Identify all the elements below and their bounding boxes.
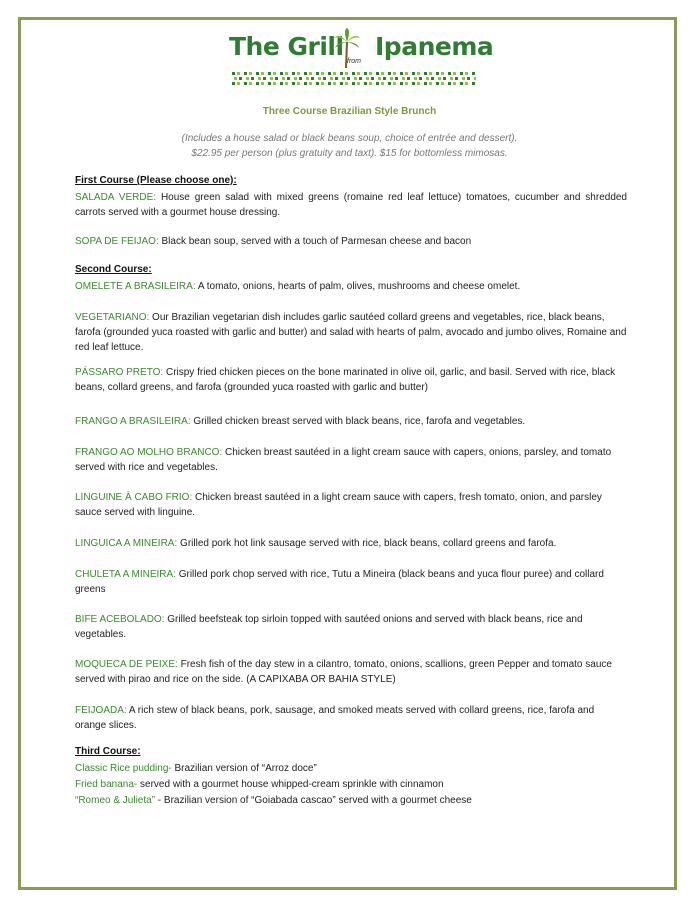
item-name: CHULETA A MINEIRA: (75, 569, 176, 580)
menu-item-linguica-mineira (75, 536, 627, 551)
item-name: FRANGO AO MOLHO BRANCO: (75, 447, 223, 458)
logo-from-text: from (347, 58, 361, 65)
menu-item-frango-molho-branco (75, 445, 627, 475)
item-description: Grilled beefsteak top sirloin topped with sautéed onions and served with black beans, rice and vegetables. (75, 614, 583, 641)
menu-item-bife-acebolado (75, 612, 627, 642)
item-description: Grilled pork chop served with rice, Tutu a Mineira (black beans and yuca flour puree) and collard greens (75, 569, 604, 596)
menu-item-vegetariano (75, 310, 627, 356)
third-course-heading: Third Course: (75, 746, 141, 757)
logo-text-right: Ipanema (375, 32, 494, 61)
menu-item-feijoada (75, 703, 627, 733)
item-description: Our Brazilian vegetarian dish includes garlic sautéed collard greens and vegetables, rice, black beans, farofa (grounded yuca roasted with garlic and butter) and salad with hearts of palm, avocado and jumbo olives, Romaine and red leaf lettuce. (75, 312, 627, 354)
decorative-pattern (231, 71, 476, 88)
intro-line-2: $22.95 per person (plus gratuity and taxt). $15 for bottomless mimosas. (191, 148, 508, 159)
menu-item-moqueca-peixe (75, 657, 627, 687)
item-description: Brazilian version of “Arroz doce” (171, 763, 317, 774)
dessert-fried-banana (75, 779, 444, 790)
logo-text-left: The Grill (229, 32, 344, 61)
restaurant-logo (225, 28, 494, 90)
dessert-romeo-julieta (75, 795, 472, 806)
item-description: - Brazilian version of “Goiabada cascao” served with a gourmet cheese (155, 795, 472, 806)
item-description: House green salad with mixed greens (romaine red leaf lettuce) tomatoes, cucumber and shredded carrots served with a gourmet house dressing. (75, 192, 627, 219)
item-description: A tomato, onions, hearts of palm, olives, mushrooms and cheese omelet. (195, 281, 521, 292)
item-name: LINGUICA A MINEIRA: (75, 538, 178, 549)
dessert-rice-pudding (75, 763, 317, 774)
item-name: SOPA DE FEIJAO: (75, 236, 159, 247)
item-name: MOQUECA DE PEIXE: (75, 659, 178, 670)
item-description: Crispy fried chicken pieces on the bone marinated in olive oil, garlic, and basil. Served with rice, black beans, collard greens, and farofa (grounded yuca roasted with garlic and butter) (75, 367, 616, 394)
menu-item-omelete (75, 279, 627, 294)
item-description: Black bean soup, served with a touch of Parmesan cheese and bacon (158, 236, 472, 247)
first-course-heading: First Course (Please choose one): (75, 175, 237, 186)
item-description: Chicken breast sautéed in a light cream sauce with capers, onions, parsley, and tomato served with rice and vegetables. (75, 447, 612, 474)
item-name: SALADA VERDE: (75, 192, 157, 203)
item-description: served with a gourmet house whipped-cream sprinkle with cinnamon (137, 779, 444, 790)
item-name: “Romeo & Julieta” (75, 795, 156, 806)
menu-item-passaro-preto (75, 365, 627, 395)
item-name: FRANGO A BRASILEIRA: (75, 416, 191, 427)
item-description: Grilled pork hot link sausage served with rice, black beans, collard greens and farofa. (177, 538, 557, 549)
brunch-subtitle: Three Course Brazilian Style Brunch (262, 106, 437, 117)
item-name: VEGETARIANO: (75, 312, 150, 323)
second-course-heading: Second Course: (75, 264, 152, 275)
menu-item-salada-verde (75, 190, 627, 220)
item-name: FEIJOADA: (75, 705, 127, 716)
item-description: Chicken breast sautéed in a light cream sauce with capers, fresh tomato, onion, and parsley sauce served with linguine. (75, 492, 602, 519)
item-name: Fried banana- (75, 779, 138, 790)
menu-item-sopa-de-feijao (75, 234, 627, 249)
intro-line-1: (Includes a house salad or black beans soup, choice of entrée and dessert). (181, 133, 518, 144)
menu-item-chuleta-mineira (75, 567, 627, 597)
item-description: A rich stew of black beans, pork, sausage, and smoked meats served with collard greens, rice, farofa and orange slices. (75, 705, 595, 732)
item-name: Classic Rice pudding- (75, 763, 172, 774)
item-description: Grilled chicken breast served with black beans, rice, farofa and vegetables. (190, 416, 526, 427)
item-name: PÁSSARO PRETO: (75, 367, 164, 378)
item-description: Fresh fish of the day stew in a cilantro, tomato, onions, scallions, green Pepper and tomato sauce served with pirao and rice on the side. (A CAPIXABA OR BAHIA STYLE) (75, 659, 612, 686)
item-name: BIFE ACEBOLADO: (75, 614, 165, 625)
menu-item-frango-brasileira (75, 414, 627, 429)
menu-item-linguine-cabo-frio (75, 490, 627, 520)
item-name: LINGUINE À CABO FRIO: (75, 492, 193, 503)
item-name: OMELETE A BRASILEIRA: (75, 281, 196, 292)
